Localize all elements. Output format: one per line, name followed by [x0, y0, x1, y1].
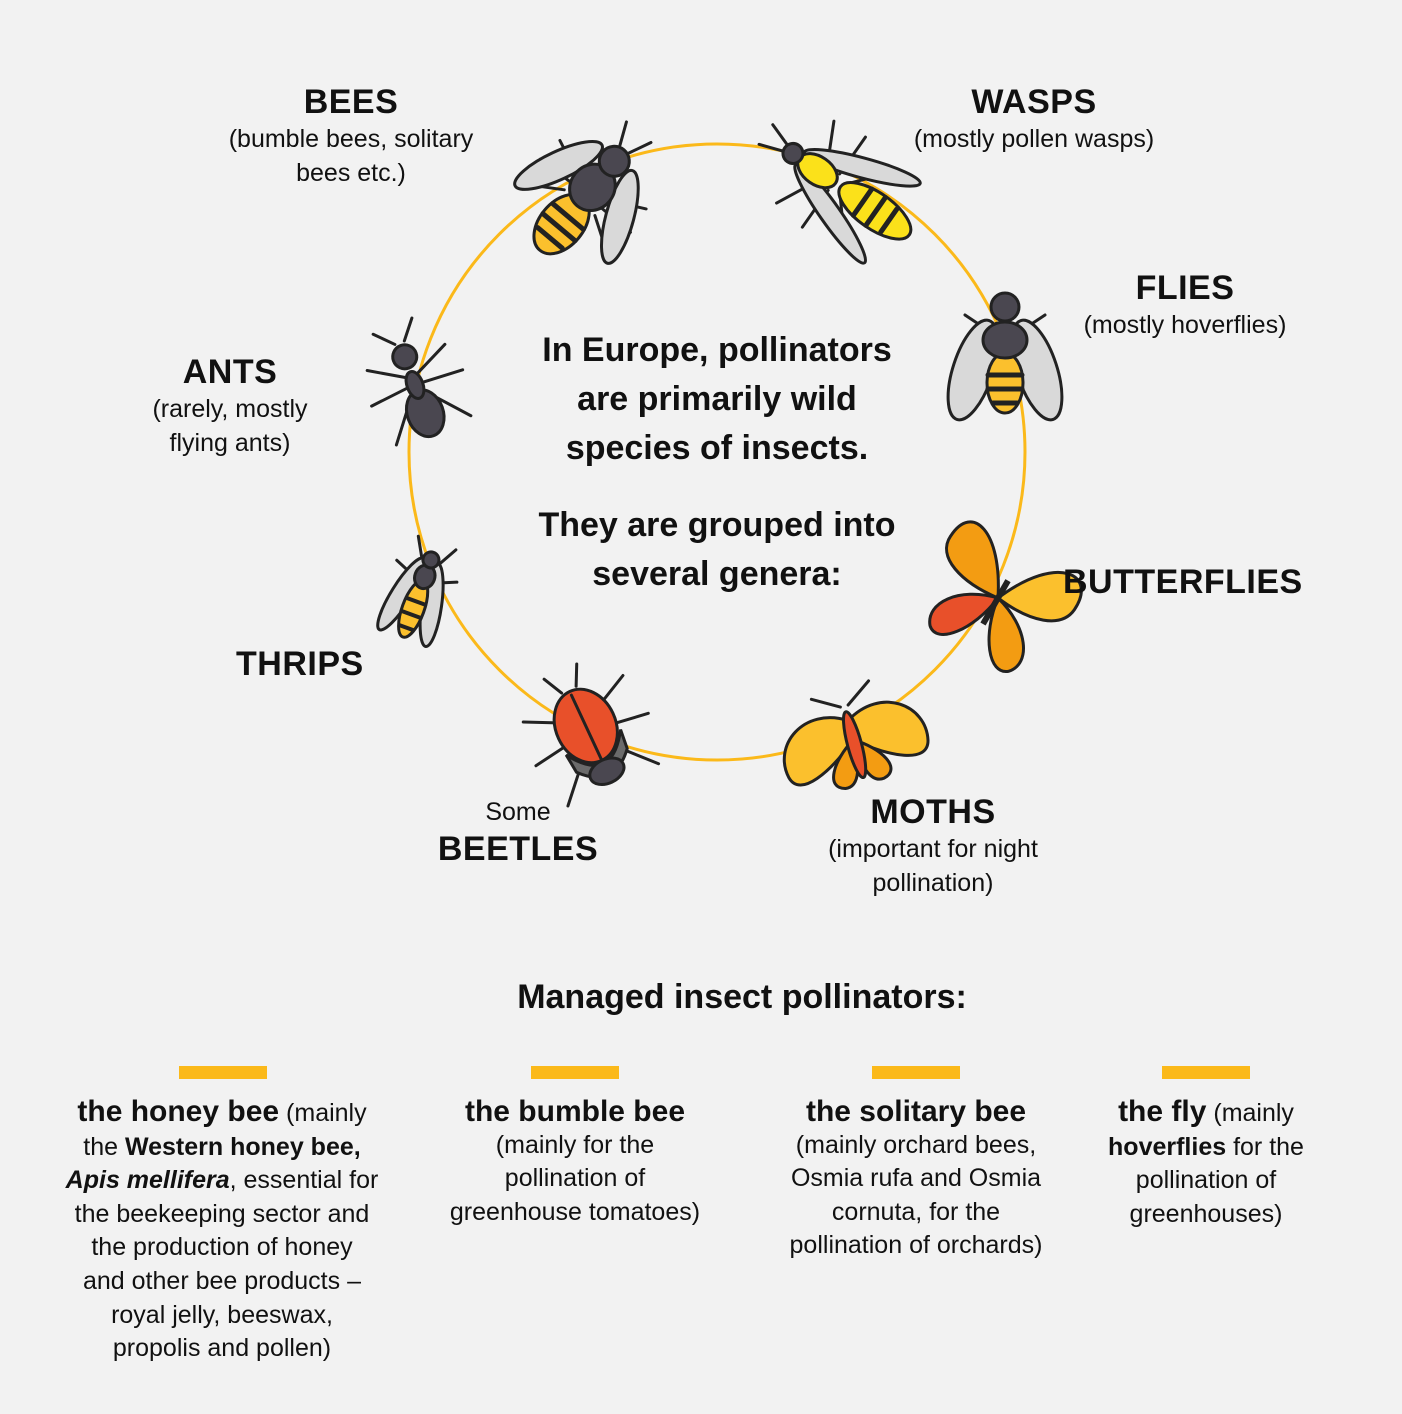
ants-sub-2: flying ants) — [169, 429, 291, 457]
center-line-5: several genera: — [592, 555, 842, 593]
wasps-title: WASPS — [971, 83, 1097, 121]
label-butterflies — [1063, 562, 1323, 602]
label-beetles — [418, 795, 618, 869]
flies-sub-1: (mostly hoverflies) — [1083, 311, 1287, 339]
moth-icon — [769, 670, 935, 803]
ant-icon — [348, 308, 480, 452]
honey-bee-t7: royal jelly, beeswax, — [111, 1300, 333, 1329]
bees-title: BEES — [303, 83, 399, 121]
label-bees — [201, 82, 501, 190]
managed-honey-bee — [52, 1095, 392, 1366]
moths-title: MOTHS — [870, 793, 996, 831]
bees-sub-2: bees etc.) — [296, 159, 406, 187]
fly-t2: for the — [1226, 1132, 1304, 1161]
bumble-bee-lead: the bumble bee — [464, 1095, 686, 1128]
label-flies — [1060, 268, 1310, 342]
wasps-sub-1: (mostly pollen wasps) — [913, 125, 1155, 153]
honey-bee-t3: , essential for — [229, 1166, 379, 1195]
thrips-icon — [369, 531, 469, 652]
honey-bee-t2: the — [83, 1132, 125, 1161]
solitary-bee-t2: Osmia rufa and Osmia — [790, 1164, 1042, 1193]
solitary-bee-lead: the solitary bee — [805, 1095, 1027, 1128]
fly-lead: the fly — [1118, 1095, 1207, 1128]
label-moths — [793, 792, 1073, 900]
flies-title: FLIES — [1135, 269, 1235, 307]
thrips-title: THRIPS — [236, 645, 364, 683]
managed-solitary-bee — [766, 1095, 1066, 1263]
moths-sub-2: pollination) — [872, 869, 994, 897]
center-line-2: are primarily wild — [577, 380, 857, 418]
fly-b1: hoverflies — [1108, 1132, 1227, 1161]
fly-t3: pollination of — [1135, 1166, 1277, 1195]
ants-sub-1: (rarely, mostly — [152, 395, 308, 423]
bees-sub-1: (bumble bees, solitary — [228, 125, 474, 153]
bumble-bee-t2: pollination of — [504, 1164, 646, 1193]
honey-bee-t6: and other bee products – — [83, 1266, 361, 1295]
honey-bee-t4: the beekeeping sector and — [74, 1199, 370, 1228]
fly-t1: (mainly — [1206, 1099, 1294, 1127]
beetles-pre: Some — [485, 798, 551, 826]
accent-bar-honey — [179, 1066, 267, 1079]
bumble-bee-t3: greenhouse tomatoes) — [449, 1197, 701, 1226]
bumble-bee-t1: (mainly for the — [495, 1130, 655, 1159]
honey-bee-latin: Apis mellifera — [65, 1166, 230, 1195]
honey-bee-lead: the honey bee — [77, 1095, 280, 1128]
center-line-3: species of insects. — [565, 429, 869, 467]
moths-sub-1: (important for night — [828, 835, 1038, 863]
managed-title: Managed insect pollinators: — [517, 978, 967, 1016]
label-wasps — [884, 82, 1184, 156]
center-text — [497, 326, 937, 599]
honey-bee-t1: (mainly — [279, 1099, 367, 1127]
center-line-4: They are grouped into — [538, 506, 896, 544]
fly-icon — [938, 293, 1072, 426]
managed-bumble-bee — [430, 1095, 720, 1229]
solitary-bee-t4: pollination of orchards) — [789, 1231, 1043, 1260]
honey-bee-t8: propolis and pollen) — [112, 1334, 332, 1363]
ants-title: ANTS — [182, 353, 278, 391]
solitary-bee-t1: (mainly orchard bees, — [795, 1130, 1037, 1159]
label-ants — [110, 352, 350, 460]
solitary-bee-t3: cornuta, for the — [831, 1197, 1001, 1226]
beetle-icon — [504, 645, 669, 811]
managed-fly — [1086, 1095, 1326, 1231]
center-line-1: In Europe, pollinators — [542, 331, 892, 369]
honey-bee-b1: Western honey bee, — [124, 1132, 361, 1161]
beetles-title: BEETLES — [437, 830, 599, 868]
label-thrips — [236, 644, 436, 684]
accent-bar-solitary — [872, 1066, 960, 1079]
honey-bee-t5: the production of honey — [91, 1233, 353, 1262]
bee-icon — [484, 85, 695, 297]
butterflies-title: BUTTERFLIES — [1063, 563, 1303, 601]
fly-t4: greenhouses) — [1129, 1199, 1283, 1228]
accent-bar-bumble — [531, 1066, 619, 1079]
accent-bar-fly — [1162, 1066, 1250, 1079]
